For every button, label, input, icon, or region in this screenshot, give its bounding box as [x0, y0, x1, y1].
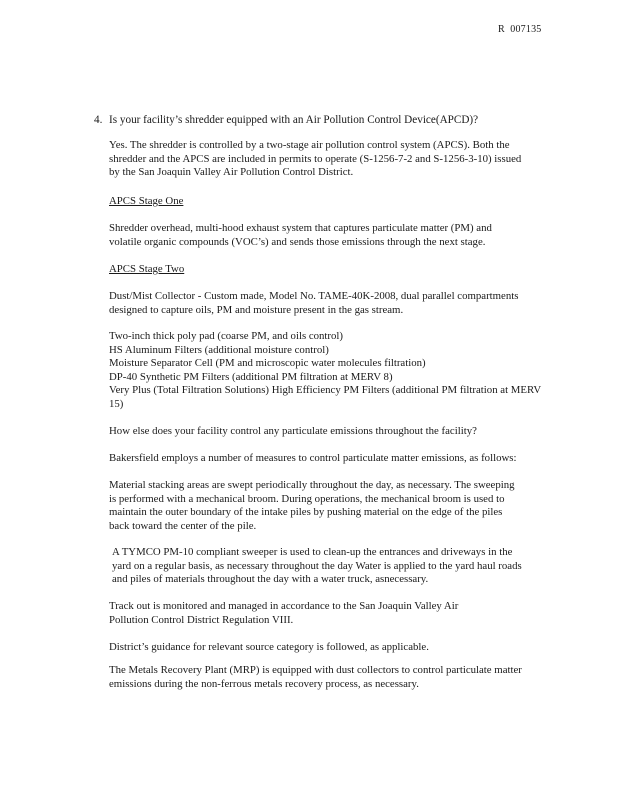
filter-item: Two-inch thick poly pad (coarse PM, and oils control) [109, 330, 344, 342]
measure-sweeper [109, 546, 562, 587]
filter-item: Moisture Separator Cell (PM and microscopic water molecules filtration) [109, 357, 426, 370]
stage-two-line: Dust/Mist Collector - Custom made, Model No. TAME-40K-2008, dual parallel compartments [109, 290, 519, 302]
measure-guidance-text: District’s guidance for relevant source category is followed, as applicable. [109, 641, 429, 653]
filter-item: 15) [109, 397, 124, 410]
measure-stacking [109, 479, 559, 533]
question-two-text: How else does your facility control any particulate emissions throughout the facility? [109, 425, 477, 437]
stage-one-line: Shredder overhead, multi-hood exhaust system that captures particulate matter (PM) and [109, 222, 492, 234]
measure-trackout [109, 600, 559, 627]
measure-mrp-line: The Metals Recovery Plant (MRP) is equipped with dust collectors to control particulate matter [109, 664, 522, 676]
filter-item: Very Plus (Total Filtration Solutions) High Efficiency PM Filters (additional PM filtration at MERV [109, 384, 542, 397]
filter-item: HS Aluminum Filters (additional moisture control) [109, 343, 329, 356]
measure-mrp [109, 664, 559, 691]
measure-stacking-line: Material stacking areas are swept periodically throughout the day, as necessary. The sweeping [109, 479, 515, 491]
measure-trackout-line: Track out is monitored and managed in accordance to the San Joaquin Valley Air [109, 600, 459, 612]
question-two [109, 425, 559, 439]
stage-one-line: volatile organic compounds (VOC’s) and sends those emissions through the next stage. [109, 235, 486, 248]
filter-list [109, 330, 559, 412]
measure-sweeper-line: and piles of materials throughout the day with a water truck, asnecessary. [112, 573, 429, 586]
measure-guidance [109, 641, 559, 655]
answer-intro-line: by the San Joaquin Valley Air Pollution Control District. [109, 166, 354, 179]
measure-sweeper-line: A TYMCO PM-10 compliant sweeper is used to clean-up the entrances and driveways in the [112, 546, 513, 558]
measure-sweeper-line: yard on a regular basis, as necessary throughout the day Water is applied to the yard haul roads [112, 559, 522, 572]
stage-one-heading [109, 195, 559, 209]
answer-intro-line: shredder and the APCS are included in permits to operate (S-1256-7-2 and S-1256-3-10) issued [109, 152, 522, 165]
stage-one-description [109, 222, 559, 249]
document-id: R 007135 [498, 24, 542, 35]
measure-stacking-line: is performed with a mechanical broom. During operations, the mechanical broom is used to [109, 492, 505, 505]
stage-one-heading-text: APCS Stage One [109, 195, 184, 207]
measure-mrp-line: emissions during the non-ferrous metals recovery process, as necessary. [109, 677, 419, 690]
stage-two-description [109, 290, 559, 317]
measures-intro-text: Bakersfield employs a number of measures to control particulate matter emissions, as follows: [109, 452, 517, 464]
stage-two-heading [109, 263, 559, 277]
measures-intro [109, 452, 559, 466]
question-number: 4. [94, 114, 103, 126]
answer-intro [109, 139, 559, 180]
answer-intro-line: Yes. The shredder is controlled by a two-stage air pollution control system (APCS). Both the [109, 139, 510, 151]
filter-item: DP-40 Synthetic PM Filters (additional PM filtration at MERV 8) [109, 370, 393, 383]
measure-stacking-line: back toward the center of the pile. [109, 519, 257, 532]
stage-two-line: designed to capture oils, PM and moisture present in the gas stream. [109, 303, 404, 316]
question-text: Is your facility’s shredder equipped with an Air Pollution Control Device(APCD)? [109, 114, 479, 126]
stage-two-heading-text: APCS Stage Two [109, 263, 185, 275]
measure-trackout-line: Pollution Control District Regulation VIII. [109, 613, 294, 626]
measure-stacking-line: maintain the outer boundary of the intake piles by pushing material on the edge of the piles [109, 506, 503, 519]
